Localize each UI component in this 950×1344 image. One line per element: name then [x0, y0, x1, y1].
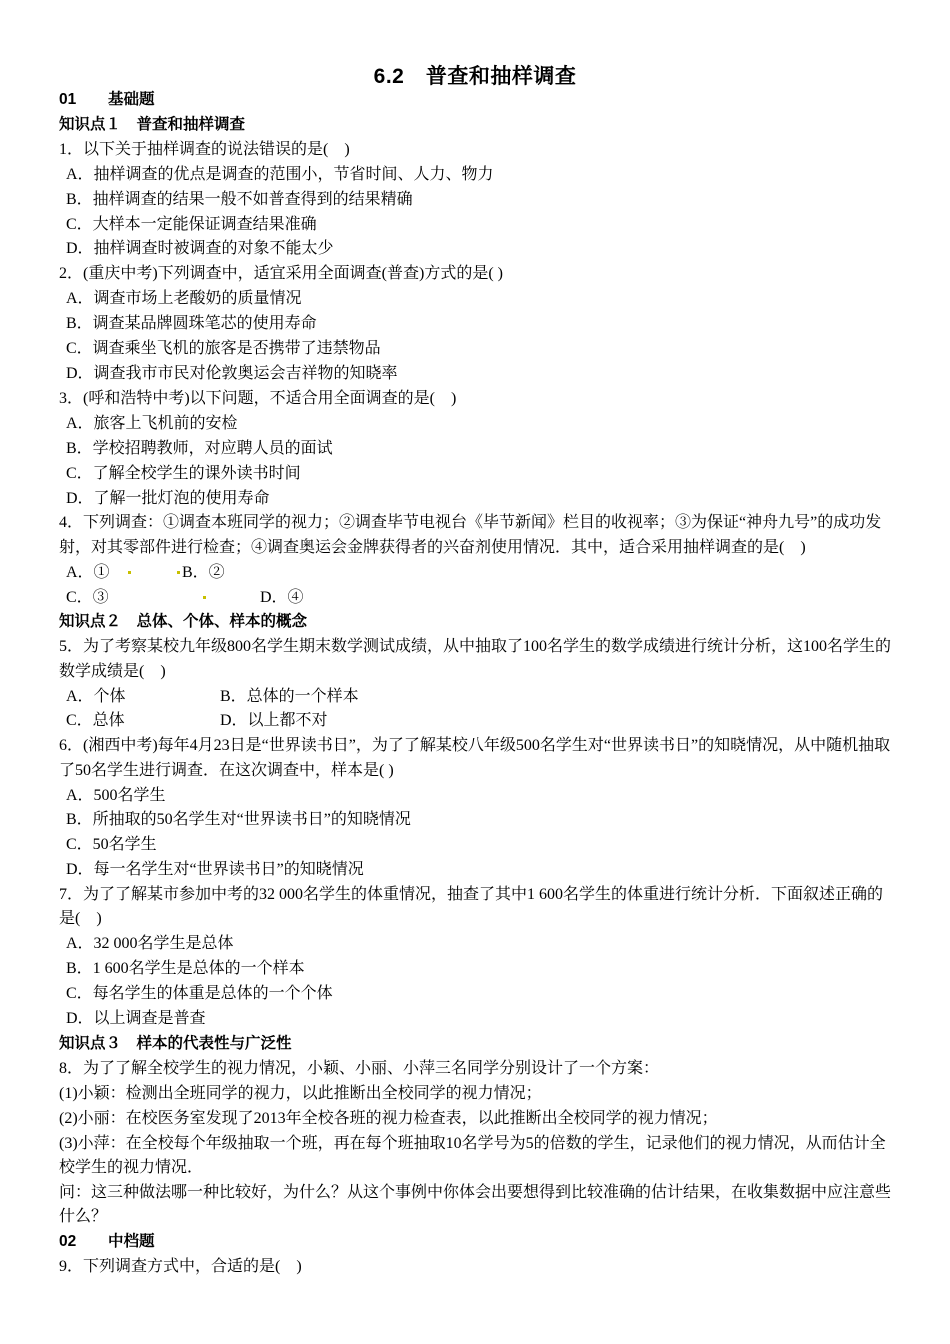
question-7-option-c: C．每名学生的体重是总体的一个个体 [66, 985, 333, 1003]
section-header-basic: 01 基础题 [59, 91, 155, 108]
question-8-ask: 问：这三种做法哪一种比较好，为什么？从这个事例中你体会出要想得到比较准确的估计结果，在收集数据中应注意些什么？ [59, 1183, 892, 1226]
question-8-plan-3: (3)小萍：在全校每个年级抽取一个班，再在每个班抽取10名学号为5的倍数的学生，记录他们的视力情况，从而估计全校学生的视力情况． [59, 1134, 886, 1176]
question-3-option-b: B．学校招聘教师，对应聘人员的面试 [66, 439, 333, 457]
question-7-option-a: A．32 000名学生是总体 [66, 935, 234, 953]
question-3-stem: 3．(呼和浩特中考)以下问题，不适合用全面调查的是( ) [59, 389, 457, 407]
worksheet-body [59, 88, 895, 1280]
question-4-options-row-2 [59, 586, 895, 611]
question-4-option-d: D．④ [260, 588, 304, 606]
question-3-option-a: A．旅客上飞机前的安检 [66, 414, 238, 432]
stray-mark [177, 571, 180, 574]
question-2-stem: 2．(重庆中考)下列调查中，适宜采用全面调查(普查)方式的是( ) [59, 265, 503, 283]
page-title: 6.2 普查和抽样调查 [373, 65, 577, 88]
question-6-option-b: B．所抽取的50名学生对“世界读书日”的知晓情况 [66, 811, 411, 829]
question-1-option-b: B．抽样调查的结果一般不如普查得到的结果精确 [66, 190, 413, 208]
question-4-option-b: B．② [182, 563, 225, 581]
question-4-option-a: A．① [66, 563, 110, 581]
knowledge-point-2: 知识点２ 总体、个体、样本的概念 [59, 613, 308, 631]
question-1-option-a: A．抽样调查的优点是调查的范围小，节省时间、人力、物力 [66, 165, 494, 183]
question-2-option-c: C．调查乘坐飞机的旅客是否携带了违禁物品 [66, 340, 381, 358]
question-7-stem: 7．为了了解某市参加中考的32 000名学生的体重情况，抽查了其中1 600名学生的体重进行统计分析．下面叙述正确的是( ) [59, 886, 884, 928]
question-1-option-d: D．抽样调查时被调查的对象不能太少 [66, 240, 334, 258]
question-5-options-row-1 [59, 685, 895, 710]
question-2-option-b: B．调查某品牌圆珠笔芯的使用寿命 [66, 315, 317, 333]
knowledge-point-1: 知识点１ 普查和抽样调查 [59, 115, 246, 133]
question-1-stem: 1．以下关于抽样调查的说法错误的是( ) [59, 140, 350, 158]
question-2-option-a: A．调查市场上老酸奶的质量情况 [66, 290, 302, 308]
question-4-stem: 4．下列调查：①调查本班同学的视力；②调查毕节电视台《毕节新闻》栏目的收视率；③为保证“神舟九号”的成功发射，对其零部件进行检查；④调查奥运会金牌获得者的兴奋剂使用情况．其中，适合采用抽样调查的是( ) [59, 514, 882, 556]
question-6-option-a: A．500名学生 [66, 786, 166, 804]
question-1-option-c: C．大样本一定能保证调查结果准确 [66, 215, 317, 233]
question-4-options-row-1 [59, 561, 895, 586]
stray-mark [128, 571, 131, 574]
question-5-option-b: B．总体的一个样本 [220, 687, 359, 705]
question-8-stem: 8．为了了解全校学生的视力情况，小颖、小丽、小萍三名同学分别设计了一个方案： [59, 1059, 660, 1077]
question-3-option-c: C．了解全校学生的课外读书时间 [66, 464, 301, 482]
question-8-plan-2: (2)小丽：在校医务室发现了2013年全校各班的视力检查表，以此推断出全校同学的视力情况； [59, 1109, 718, 1127]
section-header-medium: 02 中档题 [59, 1232, 155, 1250]
question-5-options-row-2 [59, 709, 895, 734]
question-5-stem: 5．为了考察某校九年级800名学生期末数学测试成绩，从中抽取了100名学生的数学成绩进行统计分析，这100名学生的数学成绩是( ) [59, 638, 892, 680]
question-5-option-a: A．个体 [66, 687, 126, 705]
question-6-option-d: D．每一名学生对“世界读书日”的知晓情况 [66, 861, 364, 879]
question-6-option-c: C．50名学生 [66, 836, 157, 854]
question-3-option-d: D．了解一批灯泡的使用寿命 [66, 489, 270, 507]
question-7-option-d: D．以上调查是普查 [66, 1010, 206, 1028]
question-9-stem: 9．下列调查方式中，合适的是( ) [59, 1257, 302, 1275]
question-5-option-d: D．以上都不对 [220, 712, 328, 730]
question-7-option-b: B．1 600名学生是总体的一个样本 [66, 960, 305, 978]
stray-mark [203, 596, 206, 599]
question-2-option-d: D．调查我市市民对伦敦奥运会吉祥物的知晓率 [66, 364, 398, 382]
question-8-plan-1: (1)小颖：检测出全班同学的视力，以此推断出全校同学的视力情况； [59, 1084, 542, 1102]
question-6-stem: 6．(湘西中考)每年4月23日是“世界读书日”，为了了解某校八年级500名学生对“世界读书日”的知晓情况，从中随机抽取了50名学生进行调查．在这次调查中，样本是( ) [59, 737, 891, 779]
question-5-option-c: C．总体 [66, 712, 125, 730]
knowledge-point-3: 知识点３ 样本的代表性与广泛性 [59, 1034, 292, 1052]
question-4-option-c: C．③ [66, 588, 109, 606]
